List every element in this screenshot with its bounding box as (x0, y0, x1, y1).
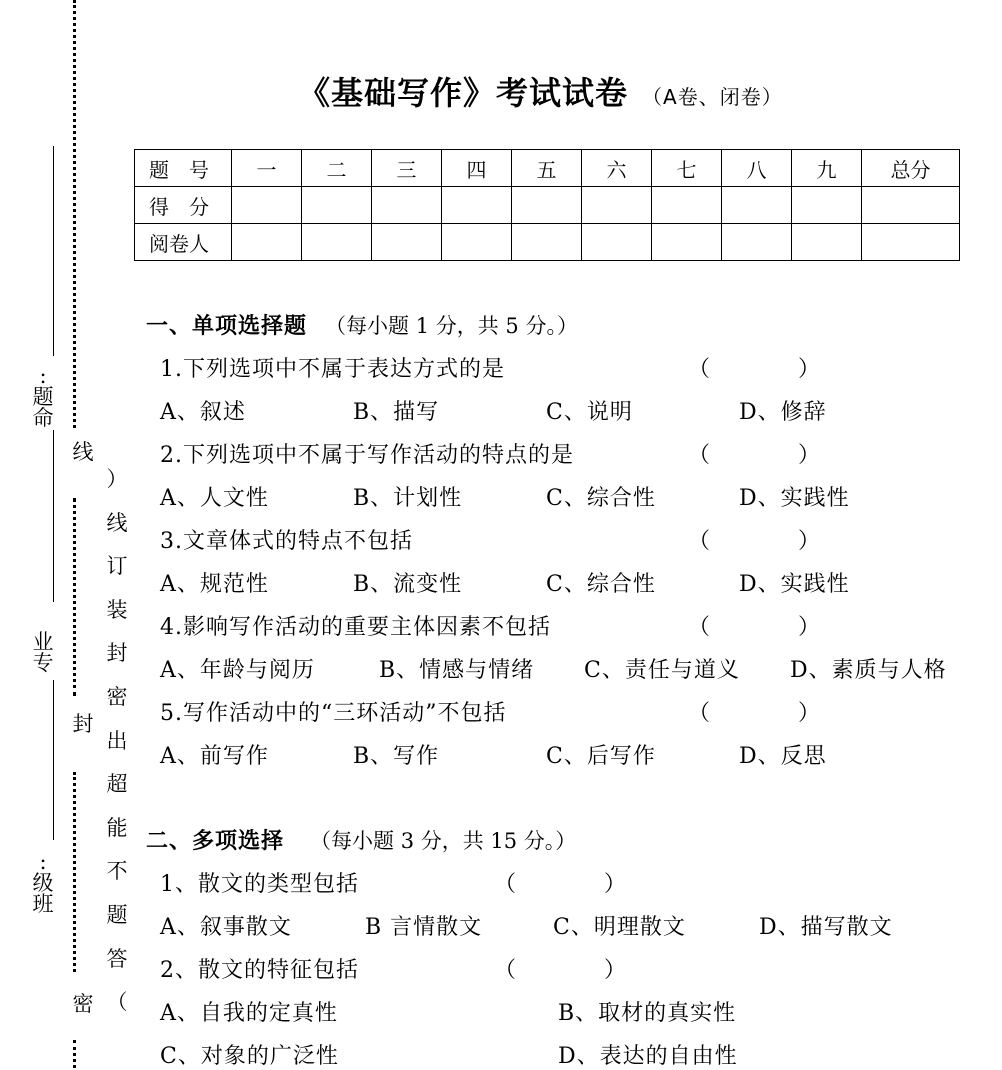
score-table-header-row (135, 150, 960, 187)
score-row-label: 得 分 (135, 187, 232, 224)
char: 不 (106, 859, 128, 884)
score-cell (722, 224, 792, 261)
score-col-header: 一 (232, 150, 302, 187)
score-cell (372, 224, 442, 261)
colon-glyph: : (39, 850, 47, 874)
answer-bracket: （ ） (494, 872, 627, 897)
option: B、取材的真实性 (558, 1001, 737, 1026)
char: （ (106, 990, 128, 1015)
margin-label-name (30, 366, 56, 429)
section2-note: （每小题 3 分，共 15 分。） (310, 829, 577, 853)
option: D、素质与人格 (790, 658, 947, 683)
score-col-header: 七 (652, 150, 722, 187)
score-table (134, 149, 960, 261)
option: A、年龄与阅历 (160, 658, 315, 683)
char: 线 (106, 510, 128, 535)
option: A、自我的定真性 (160, 1001, 338, 1026)
char: 能 (106, 815, 128, 840)
question-stem: 2.下列选项中不属于写作活动的特点的是 (160, 443, 574, 468)
dotted-rule-low (73, 772, 76, 972)
score-cell (582, 187, 652, 224)
char: 装 (106, 597, 128, 622)
section2-title: 二、多项选择 (146, 829, 285, 854)
question-stem: 5.写作活动中的“三环活动”不包括 (160, 701, 507, 726)
question-stem: 1、散文的类型包括 (160, 872, 359, 897)
solid-rule-name (53, 146, 54, 356)
margin-label-class (30, 852, 56, 915)
option: B、描写 (353, 400, 440, 425)
option: D、实践性 (739, 486, 850, 511)
option: B、流变性 (353, 572, 463, 597)
score-cell (302, 224, 372, 261)
char: 级 (32, 871, 54, 895)
score-cell (862, 187, 960, 224)
dotted-rule-bottom (73, 1040, 76, 1068)
score-cell (232, 187, 302, 224)
option: A、人文性 (160, 486, 269, 511)
char: 题 (106, 902, 128, 927)
margin-mark-mi: 密 (72, 992, 94, 1016)
exam-title-subtitle: （A卷、闭卷） (642, 85, 783, 109)
option: A、前写作 (160, 744, 269, 769)
score-col-header: 五 (512, 150, 582, 187)
option: B、情感与情绪 (379, 658, 535, 683)
question-stem: 2、散文的特征包括 (160, 958, 359, 983)
score-table-score-row (135, 187, 960, 224)
answer-bracket: （ ） (688, 701, 821, 726)
score-cell (582, 224, 652, 261)
question-stem: 3.文章体式的特点不包括 (160, 529, 413, 554)
score-cell (372, 187, 442, 224)
option: A、叙事散文 (160, 915, 292, 940)
solid-rule-class (53, 680, 54, 840)
score-cell (862, 224, 960, 261)
char: 答 (106, 946, 128, 971)
score-cell (652, 224, 722, 261)
score-cell (302, 187, 372, 224)
option: B、计划性 (353, 486, 463, 511)
char: 订 (106, 554, 128, 579)
option: C、对象的广泛性 (160, 1044, 339, 1069)
dotted-rule-top (73, 0, 76, 428)
char: 封 (106, 641, 128, 666)
margin-label-major (30, 632, 56, 674)
section1-note: （每小题 1 分，共 5 分。） (325, 314, 578, 338)
char: 专 (32, 651, 54, 675)
score-cell (442, 187, 512, 224)
score-cell (232, 224, 302, 261)
score-cell (512, 224, 582, 261)
option: C、责任与道义 (584, 658, 740, 683)
score-cell (722, 187, 792, 224)
margin-mark-feng: 封 (72, 712, 94, 736)
section1-heading (146, 309, 578, 340)
colon-glyph: : (39, 364, 47, 388)
answer-bracket: （ ） (688, 357, 821, 382)
char: 命 (32, 406, 54, 430)
score-col-header: 四 (442, 150, 512, 187)
answer-bracket: （ ） (688, 615, 821, 640)
answer-bracket: （ ） (494, 958, 627, 983)
option: D、描写散文 (759, 915, 893, 940)
char: 出 (106, 728, 128, 753)
option: C、综合性 (546, 572, 656, 597)
char: 密 (106, 684, 128, 709)
answer-bracket: （ ） (688, 443, 821, 468)
option: C、说明 (546, 400, 633, 425)
score-table-grader-row (135, 224, 960, 261)
answer-bracket: （ ） (688, 529, 821, 554)
char: ） (106, 467, 128, 491)
score-cell (442, 224, 512, 261)
score-col-header-total: 总分 (862, 150, 960, 187)
question-stem: 4.影响写作活动的重要主体因素不包括 (160, 615, 551, 640)
char: 超 (106, 772, 128, 797)
section1-title: 一、单项选择题 (146, 314, 308, 339)
exam-title-main: 《基础写作》考试试卷 (298, 74, 629, 112)
score-cell (652, 187, 722, 224)
solid-rule-major (53, 430, 54, 602)
option: D、修辞 (739, 400, 827, 425)
option: A、叙述 (160, 400, 246, 425)
char: 业 (32, 630, 54, 654)
score-col-header: 六 (582, 150, 652, 187)
char: 班 (32, 892, 54, 916)
score-col-header: 二 (302, 150, 372, 187)
score-cell (512, 187, 582, 224)
option: A、规范性 (160, 572, 269, 597)
option: D、表达的自由性 (558, 1044, 738, 1069)
option: C、后写作 (546, 744, 656, 769)
option: B、写作 (353, 744, 440, 769)
section2-heading (146, 824, 576, 855)
score-cell (792, 187, 862, 224)
dotted-rule-mid (73, 498, 76, 696)
option: C、明理散文 (553, 915, 686, 940)
margin-mark-xian: 线 (72, 440, 94, 464)
option: C、综合性 (546, 486, 656, 511)
option: D、反思 (739, 744, 827, 769)
exam-title (298, 68, 783, 114)
score-cell (792, 224, 862, 261)
option: D、实践性 (739, 572, 850, 597)
option: B 言情散文 (365, 915, 483, 940)
score-col-header: 三 (372, 150, 442, 187)
score-row-label: 阅卷人 (135, 224, 232, 261)
score-col-header: 九 (792, 150, 862, 187)
char: 题 (32, 385, 54, 409)
question-stem: 1.下列选项中不属于表达方式的是 (160, 357, 505, 382)
margin-notice (104, 458, 130, 1025)
score-col-header: 八 (722, 150, 792, 187)
score-row-label: 题 号 (135, 150, 232, 187)
